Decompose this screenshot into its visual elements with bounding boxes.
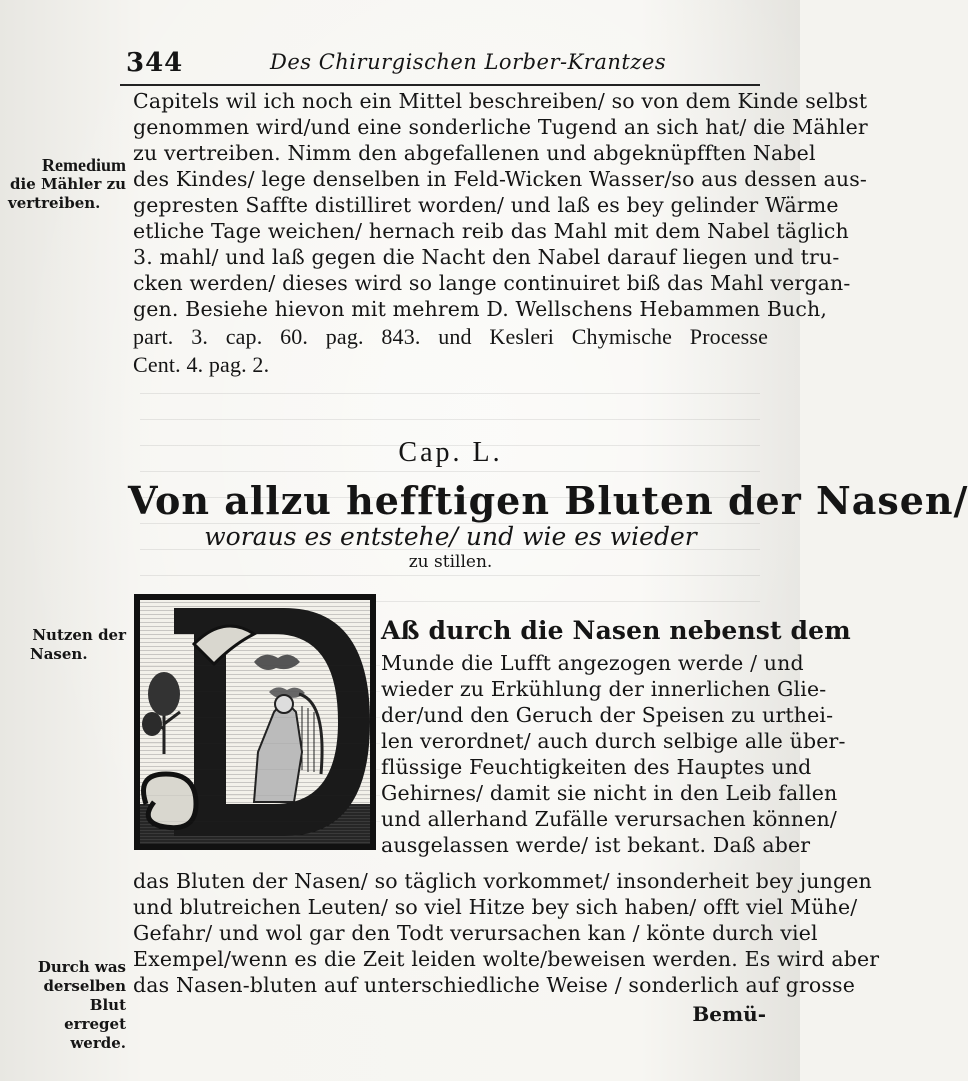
text-line: etliche Tage weichen/ hernach reib das Mahl mit dem Nabel täglich bbox=[133, 219, 849, 243]
margin-note-line: Nutzen der bbox=[32, 626, 126, 644]
margin-note-remedium bbox=[8, 156, 126, 213]
text-line: part. 3. cap. 60. pag. 843. und Kesleri Chymische Processe bbox=[133, 324, 768, 349]
text-line: cken werden/ dieses wird so lange continuiret biß das Mahl vergan- bbox=[133, 271, 851, 295]
text-line: Cent. 4. pag. 2. bbox=[133, 352, 270, 377]
text-line: Capitels wil ich noch ein Mittel beschreiben/ so von dem Kinde selbst bbox=[133, 89, 868, 113]
chapter-subtitle: woraus es entstehe/ und wie es wieder bbox=[204, 522, 697, 551]
margin-note-line: vertreiben. bbox=[8, 194, 101, 212]
text-line: der/und den Geruch der Speisen zu urthei- bbox=[381, 703, 834, 727]
margin-note-line: derselben Blut bbox=[43, 977, 126, 1014]
text-line: Gefahr/ und wol gar den Todt verursachen kan / könte durch viel bbox=[133, 921, 818, 945]
show-through-text bbox=[140, 640, 380, 840]
text-line: des Kindes/ lege denselben in Feld-Wicken Wasser/so aus dessen aus- bbox=[133, 167, 867, 191]
running-title: Des Chirurgischen Lorber-Krantzes bbox=[270, 50, 667, 74]
chapter-number: Cap. L. bbox=[398, 437, 503, 468]
text-line: das Bluten der Nasen/ so täglich vorkommet/ insonderheit bey jungen bbox=[133, 869, 872, 893]
margin-note-line: erreget werde. bbox=[64, 1015, 126, 1052]
chapter-subtitle-end: zu stillen. bbox=[408, 552, 493, 572]
text-line: 3. mahl/ und laß gegen die Nacht den Nabel darauf liegen und tru- bbox=[133, 245, 840, 269]
running-header bbox=[120, 44, 760, 86]
text-line: Gehirnes/ damit sie nicht in den Leib fallen bbox=[381, 781, 838, 805]
catchword: Bemü- bbox=[692, 1002, 766, 1026]
text-line: Munde die Lufft angezogen werde / und bbox=[381, 651, 804, 675]
text-line: zu vertreiben. Nimm den abgefallenen und abgeknüpfften Nabel bbox=[133, 141, 816, 165]
text-line: das Nasen-bluten auf unterschiedliche Weise / sonderlich auf grosse bbox=[133, 973, 855, 997]
text-line: gen. Besiehe hievon mit mehrem D. Wellschens Hebammen Buch, bbox=[133, 297, 828, 321]
text-line: Exempel/wenn es die Zeit leiden wolte/beweisen werden. Es wird aber bbox=[133, 947, 880, 971]
text-line: und allerhand Zufälle verursachen können/ bbox=[381, 807, 837, 831]
text-line: gepresten Saffte distilliret worden/ und laß es bey gelinder Wärme bbox=[133, 193, 839, 217]
margin-note-line: Remedium bbox=[42, 155, 126, 175]
text-line: und blutreichen Leuten/ so viel Hitze bey sich haben/ offt viel Mühe/ bbox=[133, 895, 858, 919]
margin-note-line: Nasen. bbox=[30, 645, 88, 663]
margin-note-durch bbox=[8, 958, 126, 1053]
chapter-title: Von allzu hefftigen Bluten der Nasen/ bbox=[128, 478, 968, 523]
margin-note-line: Durch was bbox=[37, 958, 126, 976]
text-line-first: Aß durch die Nasen nebenst dem bbox=[381, 616, 851, 645]
text-line: len verordnet/ auch durch selbige alle über- bbox=[381, 729, 846, 753]
text-line: genommen wird/und eine sonderliche Tugend an sich hat/ die Mähler bbox=[133, 115, 868, 139]
margin-note-nutzen bbox=[8, 626, 126, 664]
text-line: ausgelassen werde/ ist bekant. Daß aber bbox=[381, 833, 811, 857]
margin-note-line: die Mähler zu bbox=[10, 175, 126, 193]
text-line: flüssige Feuchtigkeiten des Hauptes und bbox=[381, 755, 812, 779]
text-line: wieder zu Erkühlung der innerlichen Glie- bbox=[381, 677, 827, 701]
page-number: 344 bbox=[126, 48, 184, 78]
